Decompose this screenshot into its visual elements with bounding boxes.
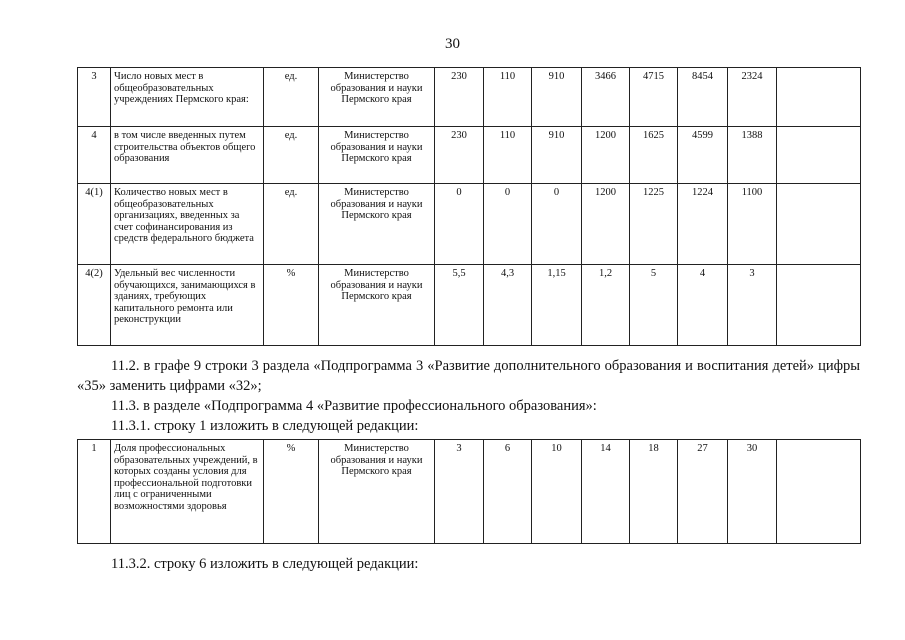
paragraph-11-2: 11.2. в графе 9 строки 3 раздела «Подпрограмма 3 «Развитие дополнительного образования и воспитания детей» цифры «35» заменить цифрами «32»; xyxy=(77,358,860,394)
value-cell: 230 xyxy=(435,68,484,127)
value-cell: 18 xyxy=(630,440,678,544)
value-cell: 4715 xyxy=(630,68,678,127)
value-cell: 3466 xyxy=(582,68,630,127)
value-cell: 27 xyxy=(678,440,728,544)
value-cell: 1224 xyxy=(678,184,728,265)
value-cell: 4 xyxy=(678,265,728,346)
unit-cell: ед. xyxy=(264,127,319,184)
value-cell: 4599 xyxy=(678,127,728,184)
value-cell: 5,5 xyxy=(435,265,484,346)
value-cell xyxy=(777,127,861,184)
value-cell: 1,15 xyxy=(532,265,582,346)
unit-cell: % xyxy=(264,265,319,346)
value-cell: 910 xyxy=(532,68,582,127)
row-number: 4(1) xyxy=(78,184,111,265)
value-cell: 3 xyxy=(435,440,484,544)
value-cell: 1200 xyxy=(582,184,630,265)
table-row xyxy=(78,265,861,346)
value-cell: 110 xyxy=(484,127,532,184)
value-cell xyxy=(777,184,861,265)
value-cell xyxy=(777,68,861,127)
value-cell: 0 xyxy=(484,184,532,265)
row-number: 3 xyxy=(78,68,111,127)
row-number: 1 xyxy=(78,440,111,544)
indicator-name: в том числе введенных путем строительства объектов общего образования xyxy=(111,127,264,184)
value-cell: 10 xyxy=(532,440,582,544)
indicator-name: Количество новых мест в общеобразовательных организациях, введенных за счет софинансирования из средств федерального бюджета xyxy=(111,184,264,265)
value-cell: 910 xyxy=(532,127,582,184)
responsible-cell: Министерство образования и науки Пермского края xyxy=(319,127,435,184)
value-cell: 1100 xyxy=(728,184,777,265)
row-number: 4(2) xyxy=(78,265,111,346)
table-row xyxy=(78,184,861,265)
unit-cell: ед. xyxy=(264,184,319,265)
value-cell: 8454 xyxy=(678,68,728,127)
responsible-cell: Министерство образования и науки Пермского края xyxy=(319,68,435,127)
indicator-name: Удельный вес численности обучающихся, занимающихся в зданиях, требующих капитального ремонта или реконструкции xyxy=(111,265,264,346)
value-cell: 6 xyxy=(484,440,532,544)
value-cell: 2324 xyxy=(728,68,777,127)
indicator-name: Доля профессиональных образовательных учреждений, в которых созданы условия для профессиональной подготовки лиц с ограниченными возможностями здоровья xyxy=(111,440,264,544)
paragraph-11-3: 11.3. в разделе «Подпрограмма 4 «Развитие профессионального образования»: xyxy=(111,398,597,414)
indicators-table-2 xyxy=(77,439,861,544)
value-cell: 0 xyxy=(435,184,484,265)
table-row xyxy=(78,68,861,127)
value-cell: 5 xyxy=(630,265,678,346)
value-cell: 1388 xyxy=(728,127,777,184)
unit-cell: % xyxy=(264,440,319,544)
value-cell xyxy=(777,440,861,544)
unit-cell: ед. xyxy=(264,68,319,127)
value-cell: 1,2 xyxy=(582,265,630,346)
responsible-cell: Министерство образования и науки Пермского края xyxy=(319,440,435,544)
value-cell: 30 xyxy=(728,440,777,544)
value-cell: 1200 xyxy=(582,127,630,184)
value-cell: 1225 xyxy=(630,184,678,265)
paragraph-11-3-1: 11.3.1. строку 1 изложить в следующей редакции: xyxy=(111,418,419,434)
value-cell: 0 xyxy=(532,184,582,265)
value-cell: 110 xyxy=(484,68,532,127)
page-number: 30 xyxy=(445,36,460,52)
value-cell: 14 xyxy=(582,440,630,544)
responsible-cell: Министерство образования и науки Пермского края xyxy=(319,265,435,346)
value-cell: 4,3 xyxy=(484,265,532,346)
value-cell xyxy=(777,265,861,346)
responsible-cell: Министерство образования и науки Пермского края xyxy=(319,184,435,265)
paragraph-11-3-2: 11.3.2. строку 6 изложить в следующей редакции: xyxy=(111,556,419,572)
row-number: 4 xyxy=(78,127,111,184)
value-cell: 230 xyxy=(435,127,484,184)
indicator-name: Число новых мест в общеобразовательных учреждениях Пермского края: xyxy=(111,68,264,127)
value-cell: 3 xyxy=(728,265,777,346)
table-row xyxy=(78,127,861,184)
table-row xyxy=(78,440,861,544)
indicators-table xyxy=(77,67,861,346)
value-cell: 1625 xyxy=(630,127,678,184)
